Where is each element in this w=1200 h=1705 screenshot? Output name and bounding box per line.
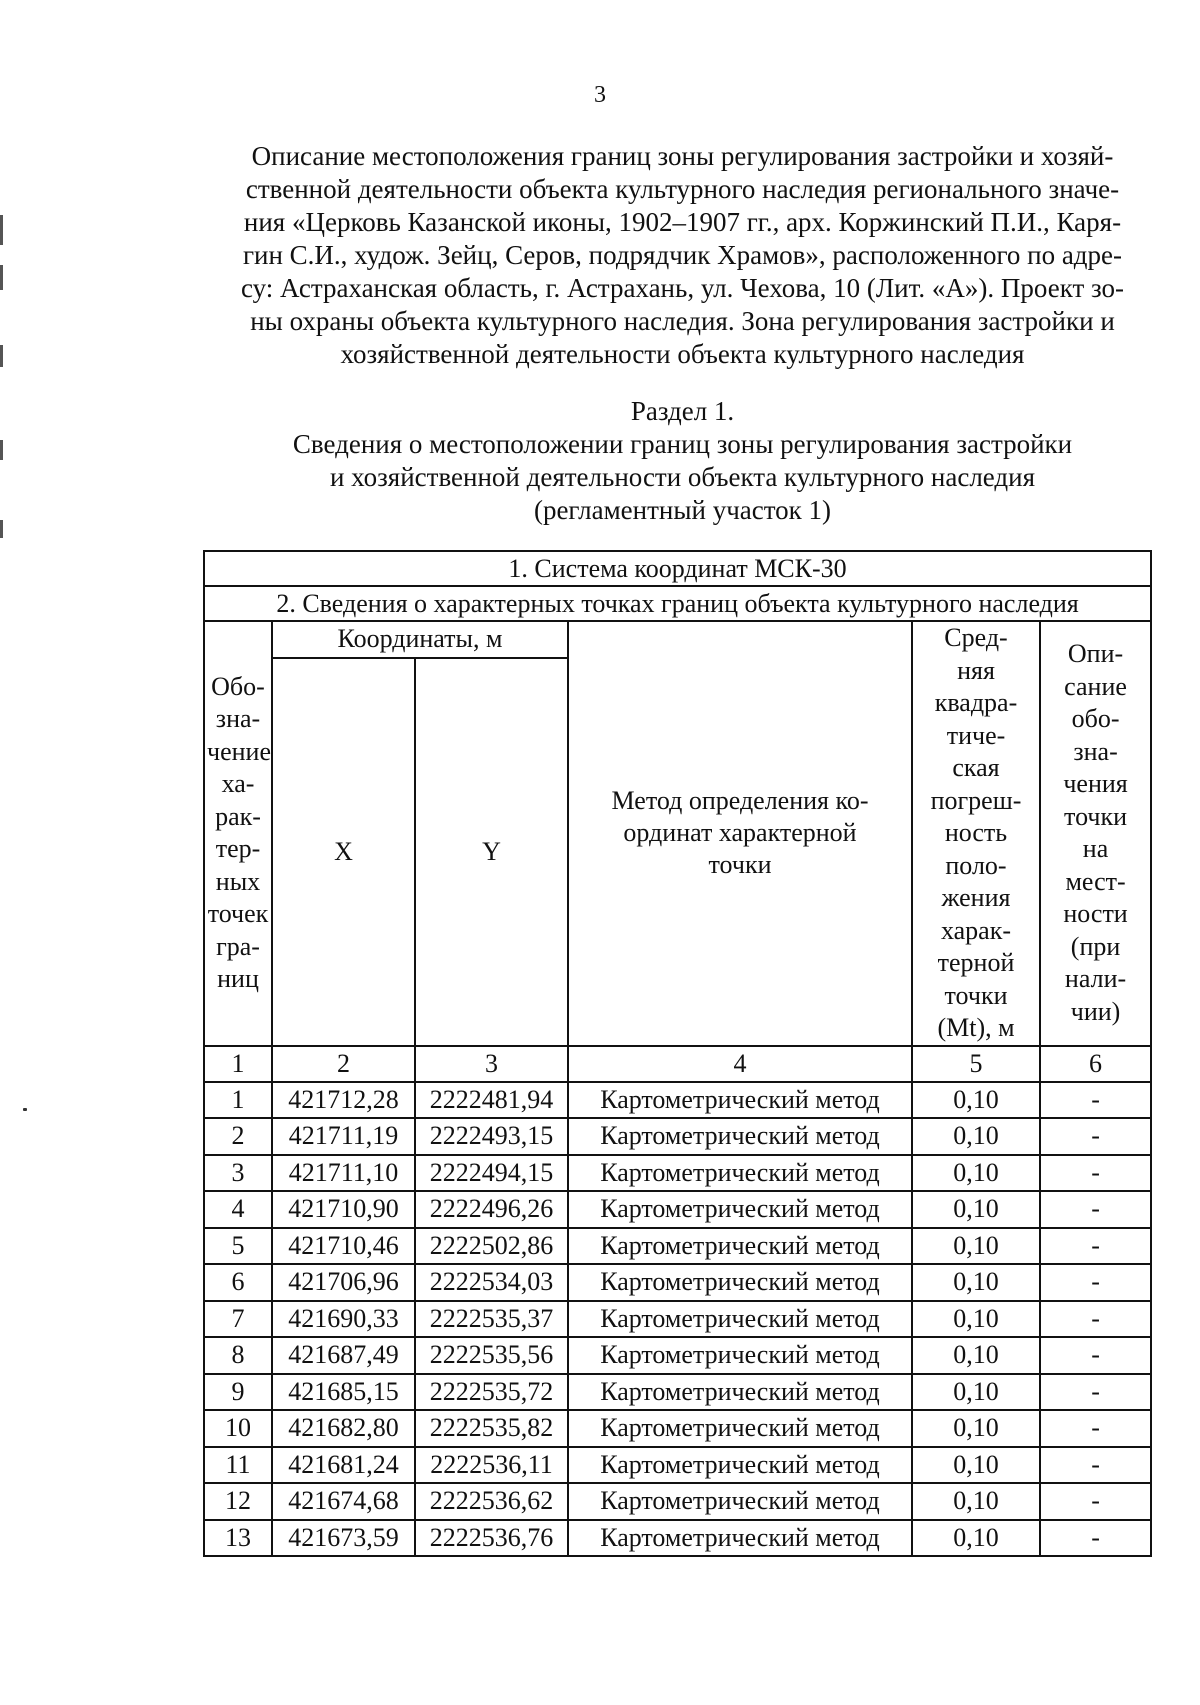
section-heading-block [215, 395, 1150, 527]
cell-description: - [1040, 1118, 1151, 1155]
column-number: 4 [568, 1046, 912, 1082]
cell-y: 2222536,11 [415, 1447, 568, 1484]
table-row [204, 1228, 1151, 1265]
cell-x: 421687,49 [272, 1337, 415, 1374]
cell-point-number: 1 [204, 1082, 272, 1119]
table-row [204, 1118, 1151, 1155]
cell-point-number: 8 [204, 1337, 272, 1374]
cell-method: Картометрический метод [568, 1191, 912, 1228]
cell-y: 2222535,56 [415, 1337, 568, 1374]
cell-y: 2222536,76 [415, 1520, 568, 1557]
cell-y: 2222481,94 [415, 1082, 568, 1119]
header-coordinates: Координаты, м [272, 621, 568, 658]
cell-point-number: 9 [204, 1374, 272, 1411]
cell-point-number: 13 [204, 1520, 272, 1557]
column-number: 5 [912, 1046, 1040, 1082]
cell-x: 421711,19 [272, 1118, 415, 1155]
title-line: ния «Церковь Казанской иконы, 1902–1907 гг., арх. Коржинский П.И., Каря- [243, 207, 1122, 237]
table-row [204, 1483, 1151, 1520]
coordinates-table [203, 550, 1152, 1557]
section-heading: Раздел 1. [630, 396, 735, 426]
column-number-row [204, 1046, 1151, 1082]
cell-method: Картометрический метод [568, 1264, 912, 1301]
header-y: Y [415, 658, 568, 1046]
cell-x: 421674,68 [272, 1483, 415, 1520]
cell-y: 2222535,82 [415, 1410, 568, 1447]
cell-method: Картометрический метод [568, 1301, 912, 1338]
cell-error: 0,10 [912, 1483, 1040, 1520]
cell-point-number: 5 [204, 1228, 272, 1265]
cell-description: - [1040, 1191, 1151, 1228]
column-number: 1 [204, 1046, 272, 1082]
table-row [204, 1301, 1151, 1338]
cell-x: 421682,80 [272, 1410, 415, 1447]
cell-x: 421681,24 [272, 1447, 415, 1484]
cell-error: 0,10 [912, 1337, 1040, 1374]
cell-error: 0,10 [912, 1155, 1040, 1192]
cell-description: - [1040, 1483, 1151, 1520]
cell-description: - [1040, 1337, 1151, 1374]
cell-error: 0,10 [912, 1228, 1040, 1265]
cell-error: 0,10 [912, 1410, 1040, 1447]
scan-edge-mark [0, 520, 3, 538]
cell-method: Картометрический метод [568, 1082, 912, 1119]
table-row [204, 1337, 1151, 1374]
cell-x: 421711,10 [272, 1155, 415, 1192]
cell-method: Картометрический метод [568, 1155, 912, 1192]
cell-description: - [1040, 1301, 1151, 1338]
cell-point-number: 4 [204, 1191, 272, 1228]
cell-point-number: 10 [204, 1410, 272, 1447]
cell-x: 421710,46 [272, 1228, 415, 1265]
table-row [204, 1264, 1151, 1301]
cell-x: 421706,96 [272, 1264, 415, 1301]
cell-description: - [1040, 1155, 1151, 1192]
cell-y: 2222502,86 [415, 1228, 568, 1265]
page-number: 3 [594, 82, 606, 108]
cell-point-number: 12 [204, 1483, 272, 1520]
cell-method: Картометрический метод [568, 1228, 912, 1265]
header-description: Опи- сание обо- зна- чения точки на мест- ности (при нали- чии) [1040, 621, 1151, 1046]
cell-method: Картометрический метод [568, 1410, 912, 1447]
cell-error: 0,10 [912, 1374, 1040, 1411]
scan-edge-mark [0, 345, 3, 367]
cell-description: - [1040, 1264, 1151, 1301]
cell-description: - [1040, 1228, 1151, 1265]
cell-error: 0,10 [912, 1301, 1040, 1338]
document-title [215, 140, 1150, 371]
header-designation: Обо- зна- чение ха- рак- тер- ных точек гра- ниц [204, 621, 272, 1046]
header-error: Сред- няя квадра- тиче- ская погреш- ность поло- жения харак- терной точки (Mt), м [912, 621, 1040, 1046]
cell-error: 0,10 [912, 1264, 1040, 1301]
table-row [204, 1410, 1151, 1447]
title-line: гин С.И., худож. Зейц, Серов, подрядчик Храмов», расположенного по адре- [242, 240, 1123, 270]
cell-description: - [1040, 1410, 1151, 1447]
header-x: X [272, 658, 415, 1046]
cell-y: 2222493,15 [415, 1118, 568, 1155]
title-line: Описание местоположения границ зоны регулирования застройки и хозяй- [251, 141, 1114, 171]
cell-y: 2222534,03 [415, 1264, 568, 1301]
cell-method: Картометрический метод [568, 1118, 912, 1155]
section-line: Сведения о местоположении границ зоны регулирования застройки [292, 429, 1073, 459]
cell-description: - [1040, 1447, 1151, 1484]
cell-point-number: 6 [204, 1264, 272, 1301]
title-line: хозяйственной деятельности объекта культурного наследия [340, 339, 1025, 369]
cell-point-number: 11 [204, 1447, 272, 1484]
cell-error: 0,10 [912, 1447, 1040, 1484]
cell-method: Картометрический метод [568, 1374, 912, 1411]
cell-error: 0,10 [912, 1191, 1040, 1228]
cell-error: 0,10 [912, 1118, 1040, 1155]
cell-description: - [1040, 1374, 1151, 1411]
title-line: су: Астраханская область, г. Астрахань, ул. Чехова, 10 (Лит. «А»). Проект зо- [240, 273, 1125, 303]
scan-edge-mark [0, 440, 3, 460]
title-line: ны охраны объекта культурного наследия. Зона регулирования застройки и [250, 306, 1115, 336]
cell-point-number: 2 [204, 1118, 272, 1155]
cell-x: 421690,33 [272, 1301, 415, 1338]
table-row [204, 1374, 1151, 1411]
cell-x: 421673,59 [272, 1520, 415, 1557]
cell-method: Картометрический метод [568, 1483, 912, 1520]
cell-method: Картометрический метод [568, 1337, 912, 1374]
table-row [204, 1447, 1151, 1484]
column-number: 2 [272, 1046, 415, 1082]
cell-y: 2222536,62 [415, 1483, 568, 1520]
cell-description: - [1040, 1520, 1151, 1557]
table-row [204, 1520, 1151, 1557]
title-line: ственной деятельности объекта культурного наследия регионального значе- [245, 174, 1120, 204]
scan-speck [23, 1108, 27, 1111]
cell-y: 2222496,26 [415, 1191, 568, 1228]
column-number: 6 [1040, 1046, 1151, 1082]
cell-error: 0,10 [912, 1520, 1040, 1557]
table-row [204, 1082, 1151, 1119]
points-caption: 2. Сведения о характерных точках границ объекта культурного наследия [204, 586, 1151, 621]
cell-x: 421685,15 [272, 1374, 415, 1411]
cell-method: Картометрический метод [568, 1520, 912, 1557]
header-method: Метод определения ко- ординат характерной точки [568, 621, 912, 1046]
cell-y: 2222535,72 [415, 1374, 568, 1411]
table-row [204, 1155, 1151, 1192]
section-line: и хозяйственной деятельности объекта культурного наследия [329, 462, 1036, 492]
section-line: (регламентный участок 1) [533, 495, 832, 525]
cell-y: 2222535,37 [415, 1301, 568, 1338]
cell-method: Картометрический метод [568, 1447, 912, 1484]
column-number: 3 [415, 1046, 568, 1082]
cell-x: 421712,28 [272, 1082, 415, 1119]
coord-system-caption: 1. Система координат МСК-30 [204, 551, 1151, 586]
scan-edge-mark [0, 215, 3, 245]
cell-x: 421710,90 [272, 1191, 415, 1228]
cell-point-number: 7 [204, 1301, 272, 1338]
cell-error: 0,10 [912, 1082, 1040, 1119]
cell-y: 2222494,15 [415, 1155, 568, 1192]
scan-edge-mark [0, 265, 3, 290]
cell-point-number: 3 [204, 1155, 272, 1192]
cell-description: - [1040, 1082, 1151, 1119]
table-row [204, 1191, 1151, 1228]
